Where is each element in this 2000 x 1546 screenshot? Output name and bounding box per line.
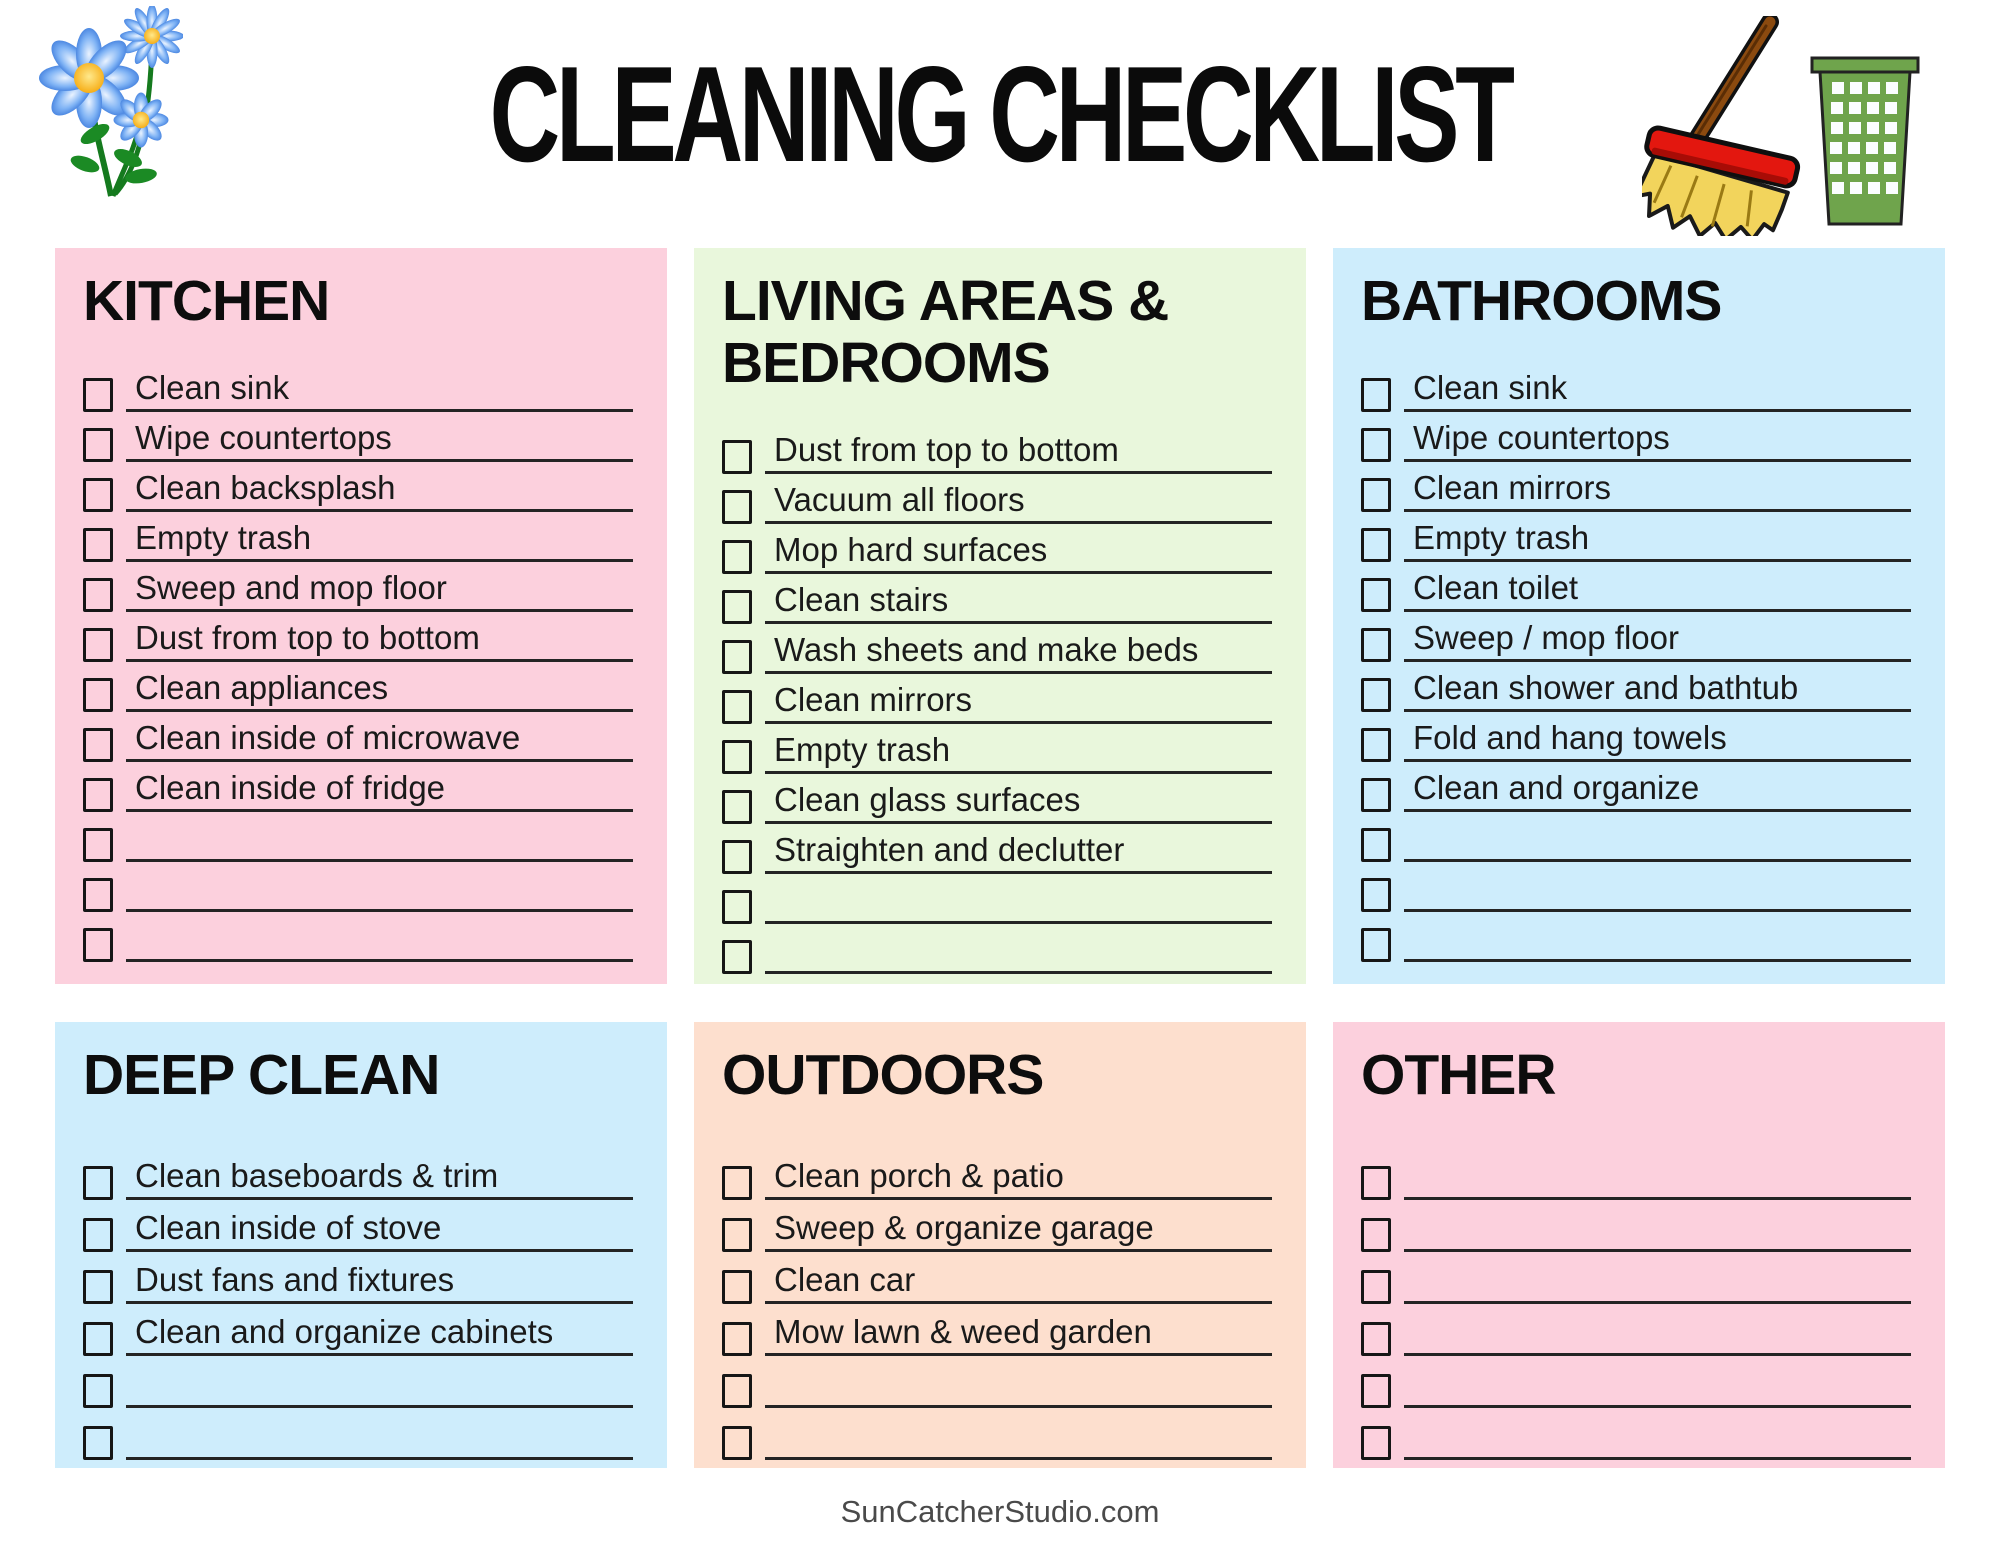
checklist-row [1361, 462, 1911, 512]
write-in-line [765, 1261, 1272, 1304]
checklist-row [722, 1408, 1272, 1460]
item-label: Sweep / mop floor [1413, 619, 1679, 656]
checkbox[interactable] [722, 690, 752, 724]
write-in-line [1404, 719, 1911, 762]
item-label: Clean baseboards & trim [135, 1157, 499, 1194]
write-in-line [765, 631, 1272, 674]
broom-icon [1642, 22, 1799, 236]
section-rows [1361, 1148, 1911, 1460]
checkbox[interactable] [722, 490, 752, 524]
write-in-line [1404, 1298, 1911, 1304]
checkbox[interactable] [1361, 878, 1391, 912]
checkbox[interactable] [722, 640, 752, 674]
item-label: Dust from top to bottom [774, 431, 1119, 468]
section-rows [722, 424, 1272, 974]
write-in-line [765, 968, 1272, 974]
checklist-row [722, 574, 1272, 624]
checklist-row [83, 412, 633, 462]
checkbox[interactable] [722, 1374, 752, 1408]
write-in-line [126, 1261, 633, 1304]
checkbox[interactable] [83, 528, 113, 562]
checklist-row [722, 624, 1272, 674]
checklist-row [722, 774, 1272, 824]
checklist-row [1361, 412, 1911, 462]
checkbox[interactable] [722, 740, 752, 774]
write-in-line [765, 1313, 1272, 1356]
item-label: Empty trash [1413, 519, 1590, 556]
checkbox[interactable] [1361, 678, 1391, 712]
checkbox[interactable] [83, 378, 113, 412]
write-in-line [126, 669, 633, 712]
item-label: Clean inside of stove [135, 1209, 442, 1246]
checklist-row [83, 762, 633, 812]
checkbox[interactable] [1361, 528, 1391, 562]
checklist-row [722, 874, 1272, 924]
checkbox[interactable] [83, 678, 113, 712]
write-in-line [1404, 519, 1911, 562]
item-label: Clean and organize [1413, 769, 1700, 806]
checklist-row [1361, 912, 1911, 962]
section-kitchen [55, 248, 667, 984]
write-in-line [765, 1402, 1272, 1408]
checklist-row [83, 1304, 633, 1356]
write-in-line [1404, 619, 1911, 662]
checkbox[interactable] [722, 940, 752, 974]
checklist-row [722, 1356, 1272, 1408]
checkbox[interactable] [722, 840, 752, 874]
checklist-row [1361, 512, 1911, 562]
section-bathrooms [1333, 248, 1945, 984]
write-in-line [126, 719, 633, 762]
item-label: Wipe countertops [1413, 419, 1670, 456]
write-in-line [1404, 669, 1911, 712]
write-in-line [765, 918, 1272, 924]
checkbox[interactable] [83, 928, 113, 962]
write-in-line [126, 569, 633, 612]
item-label: Empty trash [135, 519, 312, 556]
checkbox[interactable] [1361, 578, 1391, 612]
checkbox[interactable] [83, 628, 113, 662]
item-label: Clean backsplash [135, 469, 396, 506]
item-label: Wash sheets and make beds [774, 631, 1199, 668]
write-in-line [126, 519, 633, 562]
checklist-row [83, 862, 633, 912]
write-in-line [126, 419, 633, 462]
item-label: Straighten and declutter [774, 831, 1125, 868]
write-in-line [1404, 1454, 1911, 1460]
checkbox[interactable] [1361, 1426, 1391, 1460]
checklist-row [722, 924, 1272, 974]
write-in-line [765, 431, 1272, 474]
item-label: Clean mirrors [774, 681, 973, 718]
write-in-line [126, 856, 633, 862]
write-in-line [765, 1157, 1272, 1200]
checklist-row [1361, 762, 1911, 812]
section-title: BATHROOMS [1361, 269, 1722, 333]
write-in-line [1404, 906, 1911, 912]
item-label: Clean and organize cabinets [135, 1313, 554, 1350]
section-title: LIVING AREAS & BEDROOMS [722, 269, 1169, 395]
checkbox[interactable] [83, 1374, 113, 1408]
write-in-line [126, 1402, 633, 1408]
checkbox[interactable] [722, 1426, 752, 1460]
item-label: Clean inside of fridge [135, 769, 446, 806]
checkbox[interactable] [83, 778, 113, 812]
write-in-line [126, 769, 633, 812]
checklist-row [83, 712, 633, 762]
checklist-row [722, 1200, 1272, 1252]
checkbox[interactable] [83, 828, 113, 862]
write-in-line [1404, 419, 1911, 462]
write-in-line [765, 1209, 1272, 1252]
checkbox[interactable] [1361, 828, 1391, 862]
section-outdoors [694, 1022, 1306, 1468]
header-tools-illustration [1642, 16, 1922, 241]
section-deep-clean [55, 1022, 667, 1468]
write-in-line [765, 781, 1272, 824]
section-title: OTHER [1361, 1043, 1556, 1107]
wastebasket-icon [1812, 58, 1918, 224]
checklist-row [1361, 1148, 1911, 1200]
checkbox[interactable] [722, 1270, 752, 1304]
checklist-row [1361, 1200, 1911, 1252]
page-title: CLEANING CHECKLIST [489, 38, 1511, 190]
write-in-line [1404, 1194, 1911, 1200]
checklist-row [83, 1200, 633, 1252]
write-in-line [1404, 369, 1911, 412]
checkbox[interactable] [83, 728, 113, 762]
checkbox[interactable] [1361, 1166, 1391, 1200]
write-in-line [1404, 1350, 1911, 1356]
write-in-line [126, 1313, 633, 1356]
checklist-row [83, 1252, 633, 1304]
checkbox[interactable] [83, 1426, 113, 1460]
checkbox[interactable] [1361, 1270, 1391, 1304]
write-in-line [765, 531, 1272, 574]
write-in-line [765, 581, 1272, 624]
write-in-line [126, 619, 633, 662]
checklist-row [1361, 812, 1911, 862]
section-rows [83, 362, 633, 962]
checkbox[interactable] [1361, 628, 1391, 662]
checkbox[interactable] [83, 1166, 113, 1200]
section-other [1333, 1022, 1945, 1468]
checklist-row [83, 1356, 633, 1408]
checklist-row [722, 474, 1272, 524]
item-label: Sweep and mop floor [135, 569, 447, 606]
checklist-row [1361, 362, 1911, 412]
checklist-row [83, 1408, 633, 1460]
section-title: KITCHEN [83, 269, 330, 333]
checklist-row [1361, 862, 1911, 912]
checklist-row [83, 462, 633, 512]
checklist-row [83, 1148, 633, 1200]
item-label: Empty trash [774, 731, 951, 768]
sections-grid [55, 248, 1945, 1468]
footer-site-text: SunCatcherStudio.com [840, 1494, 1160, 1529]
checkbox[interactable] [1361, 728, 1391, 762]
item-label: Clean stairs [774, 581, 949, 618]
checklist-row [722, 424, 1272, 474]
item-label: Mow lawn & weed garden [774, 1313, 1152, 1350]
checkbox[interactable] [722, 590, 752, 624]
checkbox[interactable] [1361, 478, 1391, 512]
write-in-line [765, 731, 1272, 774]
item-label: Clean sink [1413, 369, 1568, 406]
checkbox[interactable] [1361, 928, 1391, 962]
write-in-line [126, 906, 633, 912]
item-label: Mop hard surfaces [774, 531, 1048, 568]
checklist-row [722, 1304, 1272, 1356]
write-in-line [765, 481, 1272, 524]
checklist-row [722, 824, 1272, 874]
item-label: Fold and hang towels [1413, 719, 1727, 756]
item-label: Clean car [774, 1261, 916, 1298]
checklist-row [83, 562, 633, 612]
item-label: Dust fans and fixtures [135, 1261, 455, 1298]
checkbox[interactable] [722, 790, 752, 824]
write-in-line [126, 369, 633, 412]
checklist-row [1361, 1356, 1911, 1408]
checkbox[interactable] [722, 1322, 752, 1356]
write-in-line [1404, 469, 1911, 512]
checklist-row [722, 674, 1272, 724]
checkbox[interactable] [1361, 1218, 1391, 1252]
section-title: OUTDOORS [722, 1043, 1044, 1107]
item-label: Clean shower and bathtub [1413, 669, 1799, 706]
checkbox[interactable] [83, 478, 113, 512]
checkbox[interactable] [1361, 1322, 1391, 1356]
checkbox[interactable] [722, 540, 752, 574]
checkbox[interactable] [1361, 428, 1391, 462]
checkbox[interactable] [83, 578, 113, 612]
item-label: Clean toilet [1413, 569, 1579, 606]
checklist-row [83, 812, 633, 862]
checklist-row [83, 662, 633, 712]
checkbox[interactable] [722, 890, 752, 924]
checklist-row [1361, 1304, 1911, 1356]
section-living-areas-bedrooms [694, 248, 1306, 984]
write-in-line [1404, 769, 1911, 812]
item-label: Sweep & organize garage [774, 1209, 1154, 1246]
checkbox[interactable] [722, 1218, 752, 1252]
item-label: Dust from top to bottom [135, 619, 480, 656]
write-in-line [1404, 956, 1911, 962]
write-in-line [765, 681, 1272, 724]
section-rows [722, 1148, 1272, 1460]
checklist-row [83, 612, 633, 662]
item-label: Clean mirrors [1413, 469, 1612, 506]
write-in-line [126, 956, 633, 962]
item-label: Clean sink [135, 369, 290, 406]
checklist-row [1361, 612, 1911, 662]
checkbox[interactable] [1361, 378, 1391, 412]
checklist-row [1361, 1408, 1911, 1460]
section-rows [83, 1148, 633, 1460]
checkbox[interactable] [83, 1322, 113, 1356]
checklist-row [722, 1148, 1272, 1200]
checkbox[interactable] [83, 878, 113, 912]
checklist-row [83, 512, 633, 562]
write-in-line [1404, 1246, 1911, 1252]
item-label: Wipe countertops [135, 419, 392, 456]
write-in-line [765, 1454, 1272, 1460]
checklist-row [1361, 1252, 1911, 1304]
write-in-line [126, 1209, 633, 1252]
checkbox[interactable] [722, 440, 752, 474]
footer [0, 1494, 2000, 1530]
item-label: Clean glass surfaces [774, 781, 1081, 818]
item-label: Clean appliances [135, 669, 389, 706]
checklist-row [83, 362, 633, 412]
item-label: Vacuum all floors [774, 481, 1025, 518]
section-rows [1361, 362, 1911, 962]
section-title: DEEP CLEAN [83, 1043, 440, 1107]
checkbox[interactable] [1361, 778, 1391, 812]
write-in-line [126, 1157, 633, 1200]
checklist-row [722, 524, 1272, 574]
checkbox[interactable] [83, 1270, 113, 1304]
write-in-line [126, 469, 633, 512]
checklist-row [1361, 562, 1911, 612]
checklist-row [1361, 712, 1911, 762]
write-in-line [765, 831, 1272, 874]
checklist-row [83, 912, 633, 962]
checklist-row [722, 724, 1272, 774]
write-in-line [1404, 856, 1911, 862]
write-in-line [126, 1454, 633, 1460]
write-in-line [1404, 1402, 1911, 1408]
checkbox[interactable] [83, 428, 113, 462]
item-label: Clean porch & patio [774, 1157, 1064, 1194]
item-label: Clean inside of microwave [135, 719, 521, 756]
checkbox[interactable] [722, 1166, 752, 1200]
checklist-row [722, 1252, 1272, 1304]
checkbox[interactable] [1361, 1374, 1391, 1408]
checkbox[interactable] [83, 1218, 113, 1252]
checklist-row [1361, 662, 1911, 712]
write-in-line [1404, 569, 1911, 612]
